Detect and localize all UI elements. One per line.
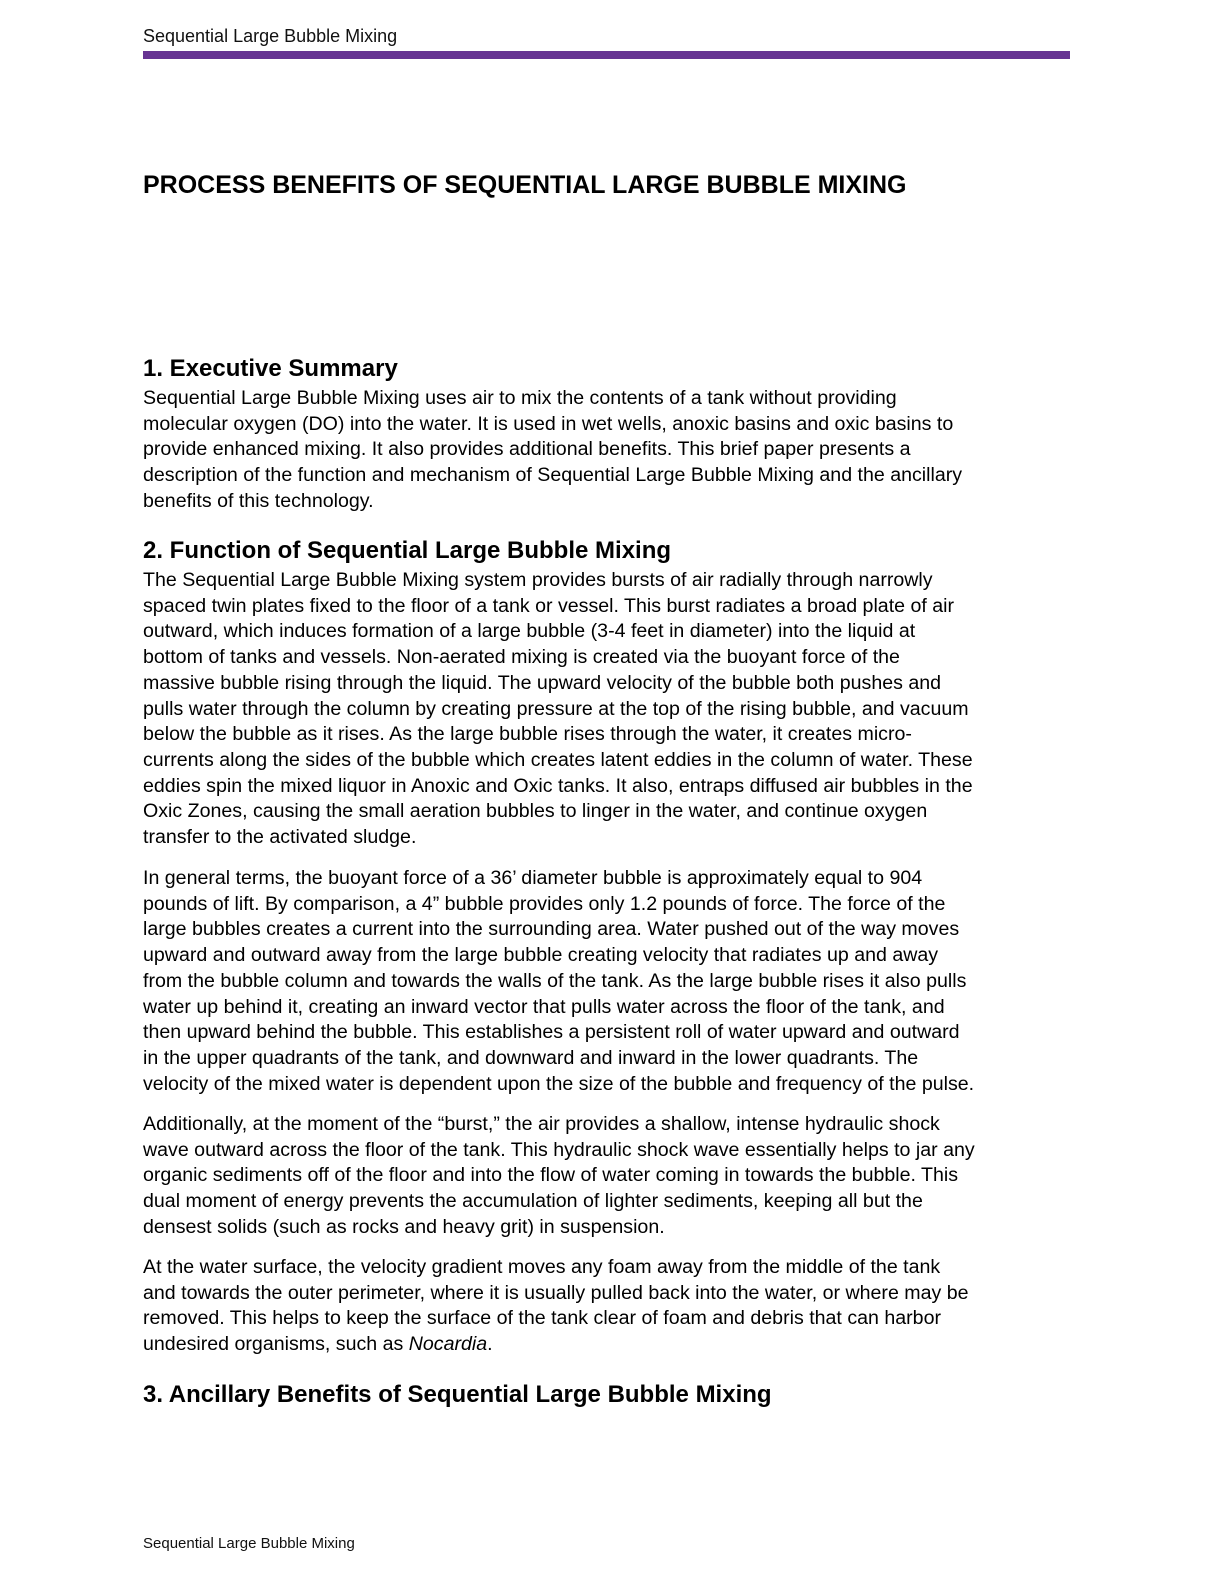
text-line: below the bubble as it rises. As the large bubble rises through the water, it creates micro- [143,723,912,746]
text-line: water up behind it, creating an inward vector that pulls water across the floor of the tank, and [143,995,945,1018]
text-line: transfer to the activated sludge. [143,826,417,849]
text-line: dual moment of energy prevents the accumulation of lighter sediments, keeping all but the [143,1190,923,1213]
text-line: At the water surface, the velocity gradient moves any foam away from the middle of the tank [143,1256,941,1278]
text-line: wave outward across the floor of the tank. This hydraulic shock wave essentially helps to jar any [143,1138,975,1161]
text-line: provide enhanced mixing. It also provides additional benefits. This brief paper presents a [143,438,911,461]
text-line: outward, which induces formation of a large bubble (3-4 feet in diameter) into the liquid at [143,620,916,643]
text-line: and towards the outer perimeter, where it is usually pulled back into the water, or where may be [143,1281,969,1304]
page-title: PROCESS BENEFITS OF SEQUENTIAL LARGE BUBBLE MIXING [143,171,907,199]
section-heading-executive-summary: 1. Executive Summary [143,355,398,382]
text-line: pulls water through the column by creating pressure at the top of the rising bubble, and vacuum [143,697,969,720]
paragraph [143,386,962,515]
text-line: bottom of tanks and vessels. Non-aerated mixing is created via the buoyant force of the [143,646,900,669]
text-line: large bubbles creates a current into the surrounding area. Water pushed out of the way moves [143,918,960,941]
section-heading-function: 2. Function of Sequential Large Bubble Mixing [143,537,672,564]
text-line: then upward behind the bubble. This establishes a persistent roll of water upward and outward [143,1021,960,1044]
header-rule [143,51,1070,59]
paragraph-last-line [143,1332,493,1358]
text-line: velocity of the mixed water is dependent upon the size of the bubble and frequency of the pulse. [143,1072,975,1095]
text-line: The Sequential Large Bubble Mixing system provides bursts of air radially through narrowly [143,569,933,591]
section-heading-ancillary-benefits: 3. Ancillary Benefits of Sequential Large Bubble Mixing [143,1381,772,1408]
text-line: currents along the sides of the bubble which creates latent eddies in the column of water. These [143,748,973,771]
text-line: from the bubble column and towards the walls of the tank. As the large bubble rises it also pulls [143,969,967,992]
text-line: spaced twin plates fixed to the floor of a tank or vessel. This burst radiates a broad plate of air [143,594,955,617]
paragraph [143,568,973,851]
paragraph [143,866,974,1097]
text-line: upward and outward away from the large bubble creating velocity that radiates up and away [143,944,939,967]
text-line: densest solids (such as rocks and heavy grit) in suspension. [143,1215,665,1238]
paragraph [143,1112,975,1241]
text-line: Additionally, at the moment of the “burst,” the air provides a shallow, intense hydraulic shock [143,1113,940,1135]
text-line: massive bubble rising through the liquid. The upward velocity of the bubble both pushes and [143,671,942,694]
text-line: Sequential Large Bubble Mixing uses air to mix the contents of a tank without providing [143,387,897,409]
paragraph [143,1255,969,1332]
text-line: benefits of this technology. [143,489,374,512]
text-line: pounds of lift. By comparison, a 4” bubble provides only 1.2 pounds of force. The force of the [143,892,946,915]
running-footer: Sequential Large Bubble Mixing [143,1535,355,1552]
text-line: in the upper quadrants of the tank, and downward and inward in the lower quadrants. The [143,1046,919,1069]
text-line: organic sediments off of the floor and into the flow of water coming in towards the bubble. This [143,1164,959,1187]
organism-name: Nocardia [408,1333,488,1355]
text-line: description of the function and mechanism of Sequential Large Bubble Mixing and the ancillary [143,464,963,487]
text: undesired organisms, such as [143,1333,409,1355]
text-line: Oxic Zones, causing the small aeration bubbles to linger in the water, and continue oxygen [143,800,928,823]
text-line: molecular oxygen (DO) into the water. It is used in wet wells, anoxic basins and oxic basins to [143,412,954,435]
running-header: Sequential Large Bubble Mixing [143,26,398,46]
text-line: eddies spin the mixed liquor in Anoxic and Oxic tanks. It also, entraps diffused air bubbles in the [143,774,973,797]
text-line: removed. This helps to keep the surface of the tank clear of foam and debris that can harbor [143,1307,941,1330]
text: . [487,1333,493,1355]
text-line: In general terms, the buoyant force of a 36’ diameter bubble is approximately equal to 904 [143,867,923,889]
